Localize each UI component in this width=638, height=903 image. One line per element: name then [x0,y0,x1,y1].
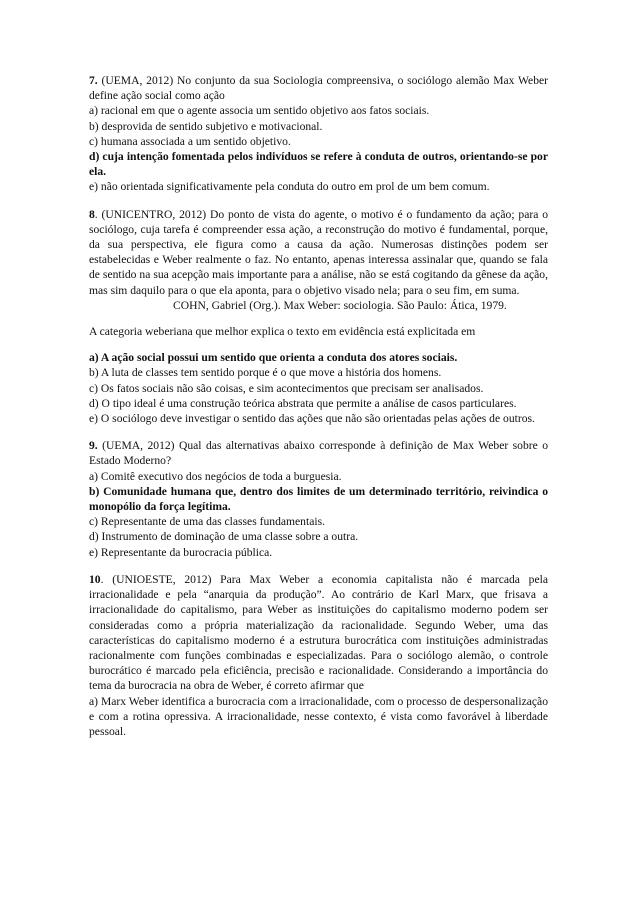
exam-page [89,73,548,751]
option-c: c) humana associada a um sentido objetivo. [89,134,291,148]
question-number: 7. [89,74,98,87]
question-text: (UEMA, 2012) No conjunto da sua Sociologia compreensiva, o sociólogo alemão Max Weber define ação social como ação [89,74,548,103]
question-7-stem [89,73,548,103]
option-c: c) Representante de uma das classes fundamentais. [89,515,325,529]
question-7 [89,73,548,195]
option-b: b) A luta de classes tem sentido porque é o que move a história dos homens. [89,366,442,380]
question-8-stem [89,207,548,298]
citation: COHN, Gabriel (Org.). Max Weber: sociologia. São Paulo: Ática, 1979. [173,298,507,312]
option-a-correct: a) A ação social possui um sentido que orienta a conduta dos atores sociais. [89,351,458,365]
question-number: 10 [89,572,101,586]
option-b-correct: b) Comunidade humana que, dentro dos limites de um determinado território, reivindica o monopólio da força legítima. [89,484,548,514]
question-9-stem [89,438,548,468]
question-8-prompt: A categoria weberiana que melhor explica o texto em evidência está explicitada em [89,325,476,339]
option-c: c) Os fatos sociais não são coisas, e sim acontecimentos que precisam ser analisados. [89,381,484,395]
option-d: d) Instrumento de dominação de uma classe sobre a outra. [89,530,359,544]
option-e: e) O sociólogo deve investigar o sentido das ações que não são orientadas pelas ações de outros. [89,412,535,426]
option-b: b) desprovida de sentido subjetivo e motivacional. [89,119,323,133]
question-text: . (UNICENTRO, 2012) Do ponto de vista do agente, o motivo é o fundamento da ação; para o sociólogo, cuja tarefa é compreender essa ação, a reconstrução do motivo é fundamental, porque, da sua perspectiva, ele figura como a causa da ação. Numerosas distinções podem ser estabelecidas e Weber realmente o faz. No entanto, apenas interessa assinalar que, quando se fala de sentido na sua acepção mais importante para a análise, não se está cogitando da gênese da ação, mas sim daquilo para o que ela aponta, para o objetivo visado nela; para o seu fim, em suma. [89,207,548,297]
option-a: a) Comitê executivo dos negócios de toda a burguesia. [89,469,342,483]
question-text: (UEMA, 2012) Qual das alternativas abaixo corresponde à definição de Max Weber sobre o Estado Moderno? [89,439,548,468]
question-text: . (UNIOESTE, 2012) Para Max Weber a economia capitalista não é marcada pela irracionalidade e pela “anarquia da produção”. Ao contrário de Karl Marx, que frisava a irracionalidade do capitalismo, para Weber as instituições do capitalismo moderno podem ser consideradas como a própria materialização da racionalidade. Segundo Weber, uma das características do capitalismo moderno é a estrutura burocrática com instituições administradas racionalmente com funções combinadas e especializadas. Para o sociólogo alemão, o controle burocrático é marcado pela eficiência, precisão e racionalidade. Considerando a importância do tema da burocracia na obra de Weber, é correto afirmar que [89,572,548,693]
question-9 [89,438,548,560]
option-e: e) Representante da burocracia pública. [89,545,273,559]
question-8 [89,207,548,427]
question-number: 8 [89,207,95,221]
option-a: a) Marx Weber identifica a burocracia com a irracionalidade, com o processo de despersonalização e com a rotina opressiva. A irracionalidade, nesse contexto, é vista como favorável à liberdade pessoal. [89,694,548,738]
option-d: d) O tipo ideal é uma construção teórica abstrata que permite a análise de casos particulares. [89,396,517,410]
question-10 [89,572,548,739]
option-e: e) não orientada significativamente pela conduta do outro em prol de um bem comum. [89,180,490,194]
question-number: 9. [89,439,98,453]
question-10-stem [89,572,548,694]
option-a: a) racional em que o agente associa um sentido objetivo aos fatos sociais. [89,104,430,118]
option-d-correct: d) cuja intenção fomentada pelos indivíduos se refere à conduta de outros, orientando-se por ela. [89,150,548,179]
